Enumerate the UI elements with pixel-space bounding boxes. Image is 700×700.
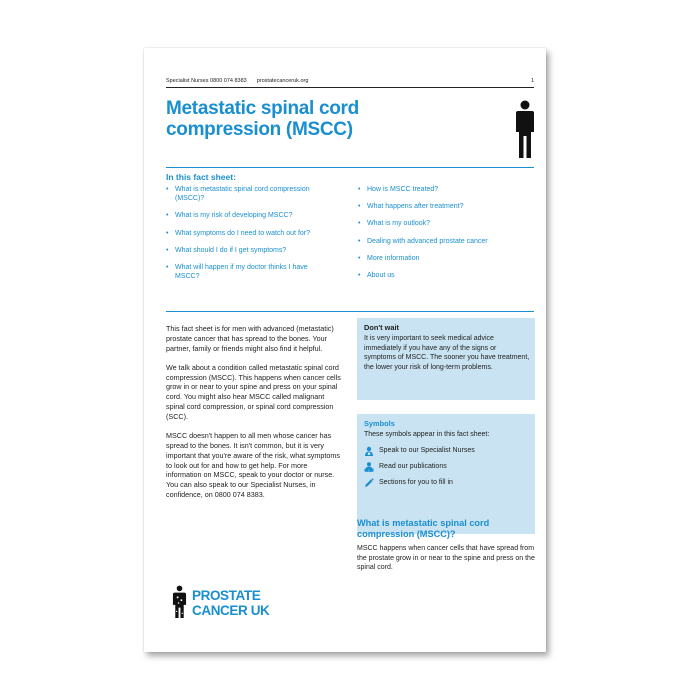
fact-sheet-page [144, 48, 546, 652]
page-title [166, 98, 396, 140]
page-header [166, 78, 534, 88]
toc-link[interactable]: • What should I do if I get symptoms? [166, 246, 326, 255]
intro-text [166, 324, 344, 509]
section-text: MSCC happens when cancer cells that have spread from the prostate grow in or near to the spine and press on the spinal cord. [357, 545, 535, 572]
prostate-cancer-uk-man-logo-icon [172, 585, 187, 619]
header-phone: Specialist Nurses 0800 074 8383 [166, 78, 247, 84]
reader-icon [364, 462, 374, 472]
symbol-row-fill-in [364, 478, 530, 488]
header-url[interactable]: prostatecanceruk.org [256, 78, 309, 84]
intro-paragraph-2: We talk about a condition called metastatic spinal cord compression (MSCC). This happens when cancer cells grow in or near to your spine and press on your spinal cord. You might also hear MSCC called malignant spinal cord compression, or spinal cord compression (SCC). [166, 362, 341, 421]
symbol-row-nurses [364, 446, 530, 456]
toc-heading: In this fact sheet: [166, 172, 236, 182]
title-line-2: compression (MSCC) [166, 119, 353, 140]
toc-link[interactable]: • Dealing with advanced prostate cancer [358, 237, 538, 246]
section-heading: What is metastatic spinal cord compression (MSCC)? [357, 518, 490, 539]
symbol-label: Read our publications [379, 463, 447, 471]
toc-link[interactable]: • What happens after treatment? [358, 202, 538, 211]
toc-list-right [358, 185, 538, 288]
toc-list-left [166, 185, 326, 289]
toc-link[interactable]: • How is MSCC treated? [358, 185, 538, 194]
title-divider [166, 167, 534, 168]
symbols-box [357, 414, 535, 534]
symbols-heading: Symbols [364, 419, 395, 428]
toc-link[interactable]: • What will happen if my doctor thinks I have MSCC? [166, 263, 326, 281]
dont-wait-box [357, 318, 535, 400]
title-line-1: Metastatic spinal cord [166, 98, 359, 119]
page-number: 1 [530, 78, 534, 84]
intro-paragraph-1: This fact sheet is for men with advanced (metastatic) prostate cancer that has spread to the bones. Your partner, family or friends might also find it helpful. [166, 324, 334, 353]
toc-link[interactable]: • What is my outlook? [358, 219, 538, 228]
toc-divider [166, 311, 534, 312]
intro-paragraph-3: MSCC doesn't happen to all men whose cancer has spread to the bones. It isn't common, but it is very important that you're aware of the risk, what symptoms to look out for and how to get help. For more information on MSCC, speak to your doctor or nurse. You can also speak to our Specialist Nurses, in confidence, on 0800 074 8383. [166, 431, 340, 499]
logo-wordmark [192, 588, 269, 618]
logo-line-1: PROSTATE [192, 588, 261, 603]
symbols-intro: These symbols appear in this fact sheet: [364, 431, 490, 438]
symbol-label: Speak to our Specialist Nurses [379, 447, 475, 455]
logo-line-2: CANCER UK [192, 603, 270, 618]
prostate-cancer-uk-logo [172, 585, 292, 627]
toc-link[interactable]: • What symptoms do I need to watch out for? [166, 229, 326, 238]
nurse-icon [364, 446, 374, 456]
symbol-row-publications [364, 462, 530, 472]
toc-link[interactable]: • More information [358, 254, 538, 263]
toc-link[interactable]: • What is metastatic spinal cord compression (MSCC)? [166, 185, 326, 203]
toc-link[interactable]: • About us [358, 271, 538, 280]
dont-wait-heading: Don't wait [364, 323, 400, 332]
pencil-icon [364, 478, 374, 488]
toc-link[interactable]: • What is my risk of developing MSCC? [166, 211, 326, 220]
man-silhouette-icon [514, 100, 536, 160]
symbol-label: Sections for you to fill in [379, 479, 453, 487]
dont-wait-text: It is very important to seek medical advice immediately if you have any of the signs or symptoms of MSCC. The sooner you have treatment, the lower your risk of long-term problems. [364, 335, 530, 371]
